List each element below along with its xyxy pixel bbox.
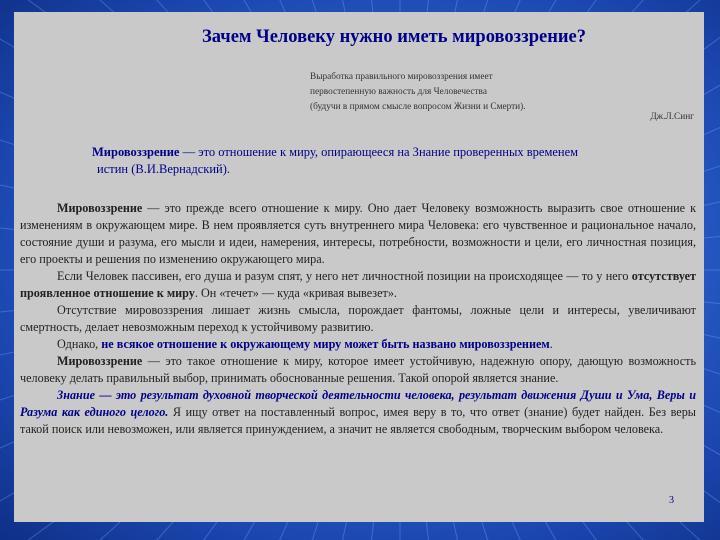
emphasis: не всякое отношение к окружающему миру может быть названо мировоззрением [101, 337, 550, 351]
definition-text-2: истин (В.И.Вернадский). [97, 162, 231, 176]
paragraph [20, 336, 696, 353]
text: . Он «течет» — куда «кривая вывезет». [194, 286, 397, 300]
text: — это такое отношение к миру, которое имеет устойчивую, надежную опору, дающую возможность человеку делать правильный выбор, принимать обоснованные решения. Такой опорой является знание. [20, 354, 696, 385]
text: . [549, 337, 553, 351]
definition-term: Мировоззрение [92, 145, 180, 159]
epigraph-line: Выработка правильного мировоззрения имеет [310, 72, 493, 82]
text: Если Человек пассивен, его душа и разум спят, у него нет личностной позиции на происходящее — то у него [57, 269, 632, 283]
term: Мировоззрение [57, 354, 143, 368]
paragraph [20, 353, 696, 387]
text: Я ищу ответ на поставленный вопрос, имея веру в то, что ответ (знание) будет найден. Без веры такой поиск или невозможен, или является принуждением, а значит не является свободным, творческим выбором человека. [20, 405, 696, 436]
definition [92, 144, 696, 178]
epigraph [310, 70, 610, 115]
term: Мировоззрение [57, 201, 143, 215]
definition-text: — это отношение к миру, опирающееся на Знание проверенных временем [179, 145, 579, 159]
page-number: 3 [669, 495, 674, 506]
text: Однако, [57, 337, 102, 351]
text: — это прежде всего отношение к миру. Оно дает Человеку возможность выразить свое отношение к изменениям в окружающем мире. В нем проявляется суть внутреннего мира Человека: его чувственное и рациональное начало, состояние души и разума, его мысли и идеи, намерения, интересы, потребности, возможности и цели, его личностная позиция, его проекты и решения по изменению окружающего мира. [20, 201, 696, 266]
paragraph: Отсутствие мировоззрения лишает жизнь смысла, порождает фантомы, ложные цели и интересы, увеличивают смертность, делает невозможным переход к устойчивому развитию. [20, 303, 696, 334]
content-panel [14, 12, 704, 522]
slide-title: Зачем Человеку нужно иметь мировоззрение? [202, 27, 586, 47]
epigraph-author: Дж.Л.Синг [650, 112, 694, 122]
paragraph [20, 200, 696, 268]
emphasis: Знание — это результат духовной творческой деятельности человека, результат движения Души и Ума, Веры и Разума как единого целого. [20, 388, 696, 419]
epigraph-line: (будучи в прямом смысле вопросом Жизни и Смерти). [310, 102, 526, 112]
paragraph [20, 268, 696, 302]
emphasis: отсутствует проявленное отношение к миру [20, 269, 696, 300]
epigraph-line: первостепенную важность для Человечества [310, 87, 487, 97]
paragraph [20, 387, 696, 438]
body-text [20, 200, 696, 438]
